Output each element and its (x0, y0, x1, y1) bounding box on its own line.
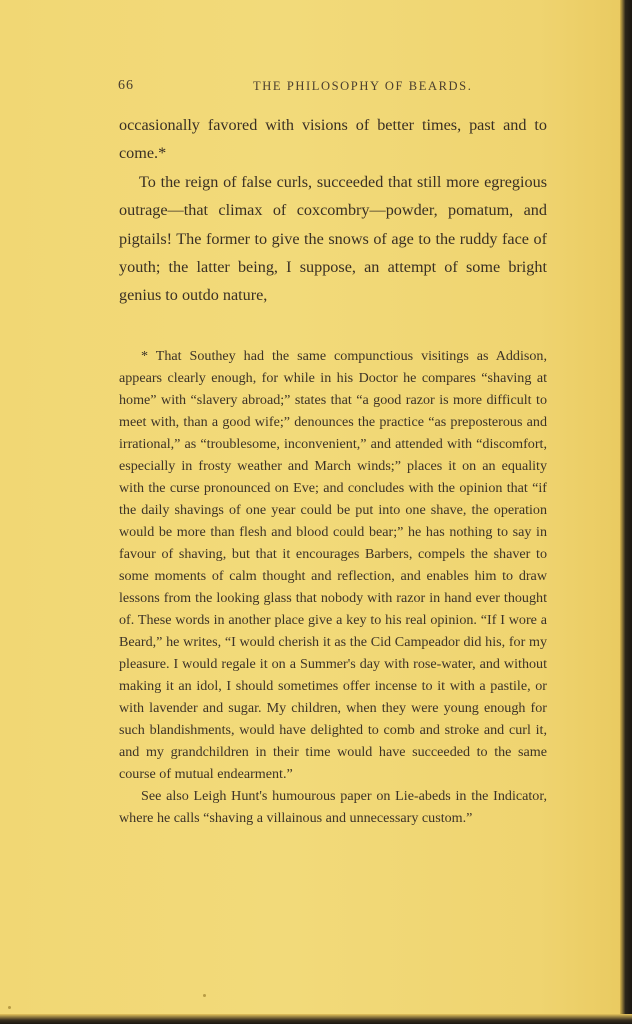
running-header (118, 78, 548, 98)
footnote (119, 345, 547, 829)
page-edge-shadow (620, 0, 632, 1024)
paper-speck (8, 1006, 11, 1009)
running-title: THE PHILOSOPHY OF BEARDS. (253, 79, 473, 93)
page-number: 66 (118, 78, 134, 93)
footnote-paragraph: See also Leigh Hunt's humourous paper on Lie-abeds in the Indicator, where he calls “shaving a villainous and unnecessary custom.” (119, 788, 547, 826)
paper-speck (203, 994, 206, 997)
footnote-paragraph: * That Southey had the same compunctious visitings as Addison, appears clearly enough, for while in his Doctor he compares “shaving at home” with “slavery abroad;” states that “a good razor is more difficult to meet with, than a good wife;” denounces the practice “as preposterous and irrational,” as “troublesome, inconvenient,” and attended with “discomfort, especially in frosty weather and March winds;” places it on an equality with the curse pronounced on Eve; and concludes with the opinion that “if the daily shavings of one year could be put into one shave, the operation would be more than flesh and blood could bear;” he has nothing to say in favour of shaving, but that it encourages Barbers, compels the shaver to some moments of calm thought and reflection, and enables him to draw lessons from the looking glass that nobody with razor in hand ever thought of. These words in another place give a key to his real opinion. “If I wore a Beard,” he writes, “I would cherish it as the Cid Campeador did his, for my pleasure. I would regale it on a Summer's day with rose-water, and without making it an idol, I should sometimes offer incense to it with a pastile, or with lavender and sugar. My children, when they were young enough for such blandishments, would have delighted to comb and stroke and curl it, and my grandchildren in their time would have succeeded to the same course of mutual endearment.” (119, 348, 547, 782)
main-text (119, 111, 547, 310)
page-edge-shadow (0, 1014, 632, 1024)
body-paragraph: occasionally favored with visions of better times, past and to come.* (119, 116, 547, 163)
body-paragraph: To the reign of false curls, succeeded that still more egregious outrage—that climax of coxcombry—powder, pomatum, and pigtails! The former to give the snows of age to the ruddy face of youth; the latter being, I suppose, an attempt of some bright genius to outdo nature, (119, 172, 547, 305)
